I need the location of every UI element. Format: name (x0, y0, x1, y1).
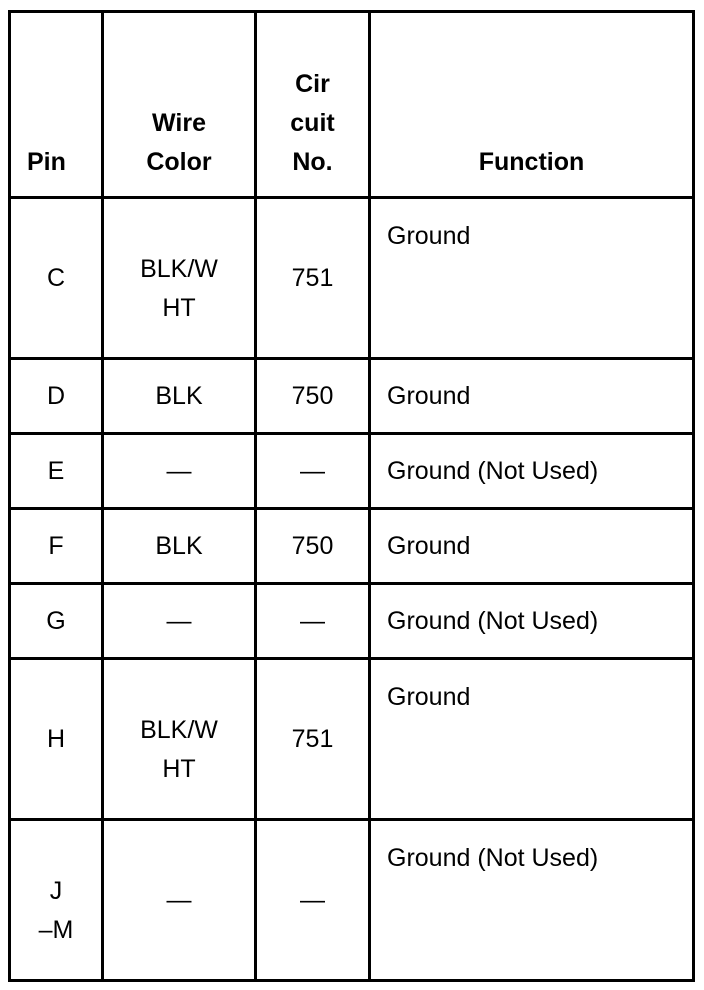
circuit-cell: — (256, 434, 370, 509)
function-cell: Ground (370, 509, 694, 584)
function-cell: Ground (Not Used) (370, 434, 694, 509)
circuit-cell: 750 (256, 359, 370, 434)
wire-color-cell: — (103, 434, 256, 509)
wire-color-cell: BLK (103, 359, 256, 434)
table-row (10, 509, 694, 584)
function-cell: Ground (Not Used) (370, 820, 694, 981)
circuit-cell: — (256, 820, 370, 981)
wire-color-cell: — (103, 584, 256, 659)
circuit-cell: 750 (256, 509, 370, 584)
wire-color-cell: BLK (103, 509, 256, 584)
pin-value: F (48, 531, 64, 560)
header-circuit-line3: No. (292, 148, 333, 176)
wire-color-cell (103, 198, 256, 359)
table-row (10, 820, 694, 981)
header-wire-color-line2: Color (146, 148, 212, 176)
pin-value-line2: –M (38, 916, 74, 944)
pin-cell (10, 820, 103, 981)
header-row (10, 12, 694, 198)
header-circuit-line1: Cir (295, 70, 330, 98)
pin-value: G (46, 606, 66, 635)
table-row (10, 359, 694, 434)
pin-value: E (47, 456, 65, 485)
table-row (10, 198, 694, 359)
wire-color-line2: HT (162, 294, 196, 322)
header-wire-color (103, 12, 256, 198)
table-row (10, 434, 694, 509)
circuit-cell: 751 (256, 659, 370, 820)
header-pin: Pin (10, 12, 103, 198)
circuit-cell: — (256, 584, 370, 659)
function-cell: Ground (370, 359, 694, 434)
circuit-cell: 751 (256, 198, 370, 359)
wire-color-cell: — (103, 820, 256, 981)
pin-value: C (46, 263, 66, 292)
wire-color-line1: BLK/W (140, 255, 218, 283)
header-circuit-line2: cuit (290, 109, 335, 137)
pin-value-line1: J (49, 877, 63, 905)
header-wire-color-line1: Wire (152, 109, 206, 137)
wire-color-line2: HT (162, 755, 196, 783)
pin-cell (10, 198, 103, 359)
pin-table (8, 10, 695, 982)
header-function: Function (370, 12, 694, 198)
pin-value: D (46, 381, 66, 410)
table-row (10, 584, 694, 659)
pin-cell (10, 584, 103, 659)
function-cell: Ground (Not Used) (370, 584, 694, 659)
pin-cell (10, 509, 103, 584)
pin-cell (10, 359, 103, 434)
wire-color-line1: BLK/W (140, 716, 218, 744)
header-circuit-no (256, 12, 370, 198)
function-cell: Ground (370, 198, 694, 359)
pin-cell (10, 659, 103, 820)
pin-cell (10, 434, 103, 509)
wire-color-cell (103, 659, 256, 820)
function-cell: Ground (370, 659, 694, 820)
table-row (10, 659, 694, 820)
pin-value: H (46, 724, 66, 753)
